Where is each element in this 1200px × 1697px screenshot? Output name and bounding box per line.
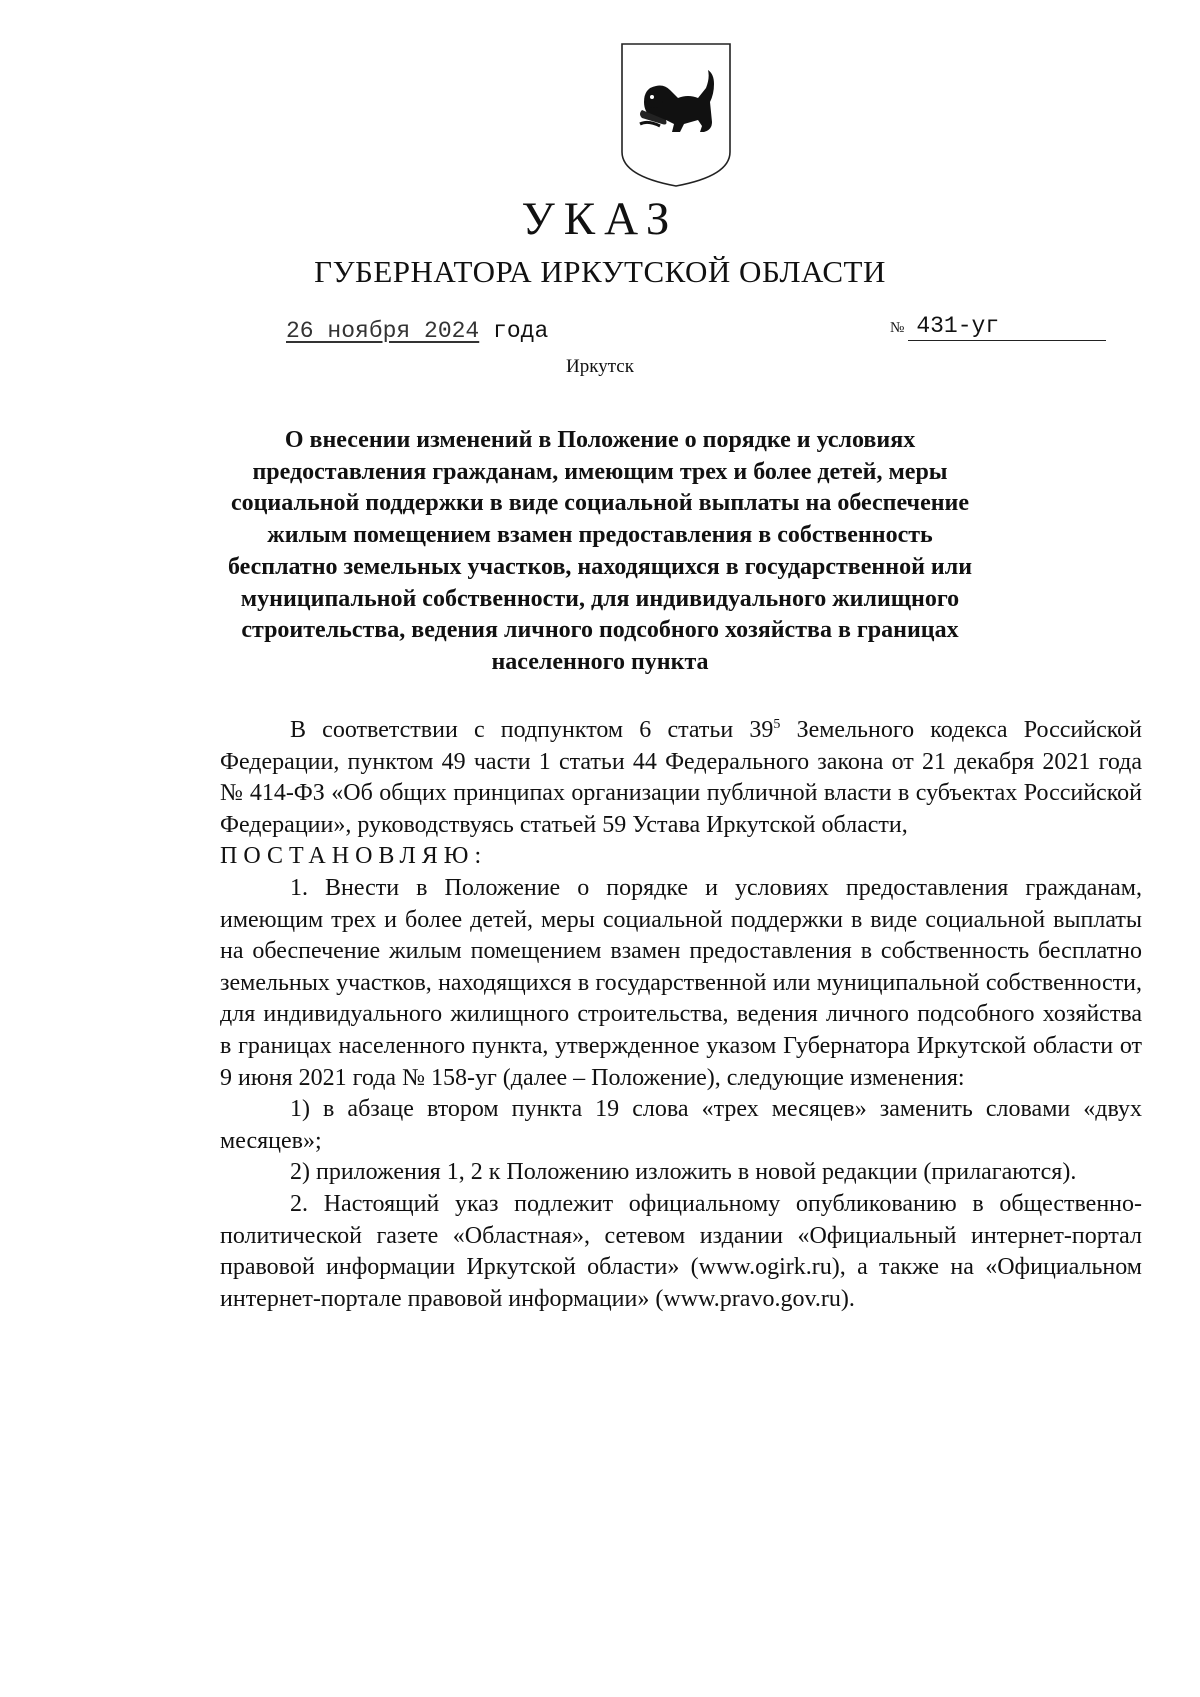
heading-line: предоставления гражданам, имеющим трех и более детей, меры (252, 458, 948, 485)
number-sign: № (890, 320, 905, 336)
preamble-paragraph (220, 715, 1142, 841)
heading-line: строительства, ведения личного подсобного хозяйства в границах (241, 617, 959, 644)
preamble-superscript: 5 (773, 717, 781, 732)
heading-line: О внесении изменений в Положение о порядке и условиях (284, 427, 916, 453)
preamble-text-end: Земельного кодекса Российской Федерации, пунктом 49 части 1 статьи 44 Федерального закона от 21 декабря 2021 года № 414-ФЗ «Об общих принципах организации публичной власти в субъектах Российской Федерации», руководствуясь статьей 59 Устава Иркутской области, (220, 717, 1143, 838)
resolve-word: ПОСТАНОВЛЯЮ: (220, 843, 488, 870)
heading-line: муниципальной собственности, для индивидуального жилищного (240, 585, 960, 612)
document-type: УКАЗ (521, 193, 679, 245)
document-body (220, 715, 1142, 1315)
document-number (890, 315, 1106, 341)
document-date-suffix: года (493, 318, 549, 344)
document-issuer: ГУБЕРНАТОРА ИРКУТСКОЙ ОБЛАСТИ (314, 254, 886, 289)
item-1-2-paragraph: 2) приложения 1, 2 к Положению изложить в новой редакции (прилагаются). (290, 1159, 1077, 1186)
document-heading (200, 425, 1000, 679)
document-number-value: 431-уг (908, 315, 1106, 341)
document-city: Иркутск (566, 356, 634, 377)
document-date (286, 320, 548, 343)
item-2-paragraph: 2. Настоящий указ подлежит официальному опубликованию в общественно-политической газете «Областная», сетевом издании «Официальный интернет-портал правовой информации Иркутской области» (www.ogirk.ru), а также на «Официальном интернет-портале правовой информации» (www.pravo.gov.ru). (220, 1190, 1142, 1312)
irkutsk-coat-of-arms-icon (618, 40, 734, 190)
heading-line: социальной поддержки в виде социальной выплаты на обеспечение (230, 490, 970, 517)
heading-line: бесплатно земельных участков, находящихся в государственной или (227, 553, 973, 580)
heading-line: жилым помещением взамен предоставления в собственность (267, 522, 933, 549)
item-1-paragraph: 1. Внести в Положение о порядке и условиях предоставления гражданам, имеющим трех и более детей, меры социальной поддержки в виде социальной выплаты на обеспечение жилым помещением взамен предоставления в собственность бесплатно земельных участков, находящихся в государственной или муниципальной собственности, для индивидуального жилищного строительства, ведения личного подсобного хозяйства в границах населенного пункта, утвержденное указом Губернатора Иркутской области от 9 июня 2021 года № 158-уг (далее – Положение), следующие изменения: (220, 874, 1142, 1091)
preamble-text-start: В соответствии с подпунктом 6 статьи 39 (290, 717, 774, 743)
item-1-1-paragraph: 1) в абзаце втором пункта 19 слова «трех месяцев» заменить словами «двух месяцев»; (220, 1096, 1142, 1154)
document-date-value: 26 ноября 2024 (286, 318, 480, 344)
heading-line: населенного пункта (491, 648, 709, 675)
